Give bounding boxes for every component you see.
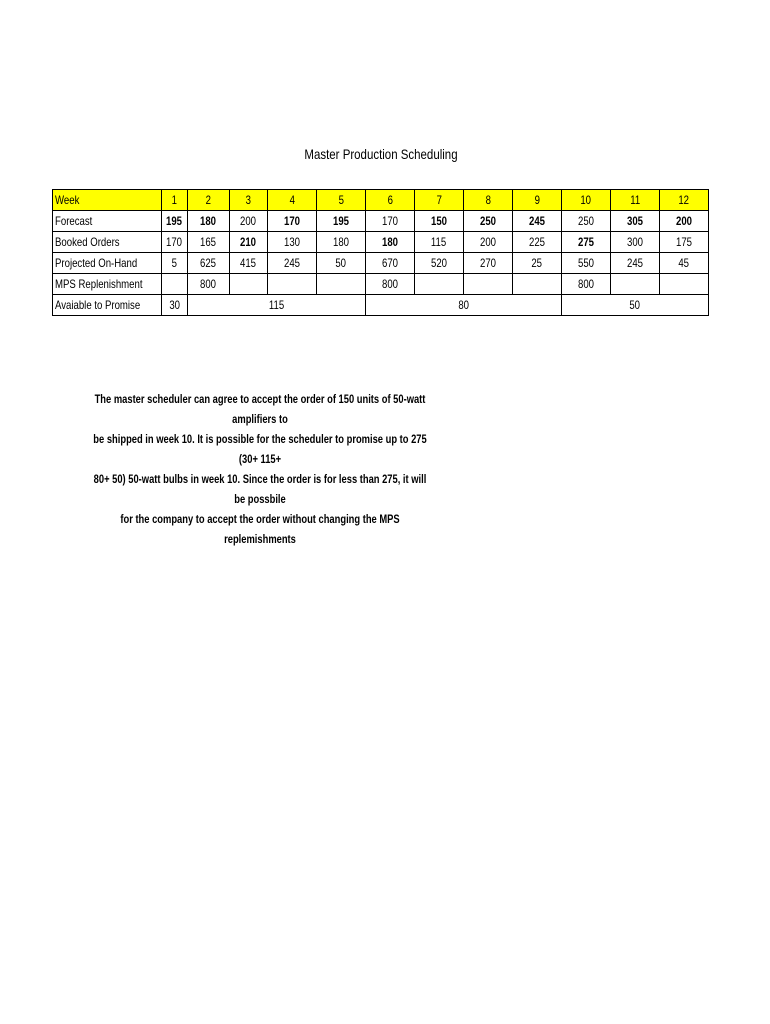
booked-cell: 300: [611, 232, 660, 253]
on-hand-cell: 520: [415, 253, 464, 274]
booked-cell: 165: [188, 232, 230, 253]
on-hand-cell: 550: [562, 253, 611, 274]
note-line: 80+ 50) 50-watt bulbs in week 10. Since the order is for less than 275, it will be possbile: [93, 472, 427, 506]
on-hand-cell: 45: [660, 253, 709, 274]
booked-cell: 115: [415, 232, 464, 253]
week-cell: 9: [513, 190, 562, 211]
on-hand-cell: 5: [162, 253, 188, 274]
week-row: [53, 190, 709, 211]
explanation-note: [88, 389, 431, 549]
booked-cell: 275: [562, 232, 611, 253]
week-cell: 5: [317, 190, 366, 211]
forecast-cell: 180: [188, 211, 230, 232]
atp-cell: 50: [562, 295, 709, 316]
atp-cell: 80: [366, 295, 562, 316]
week-cell: 10: [562, 190, 611, 211]
week-cell: 1: [162, 190, 188, 211]
on-hand-cell: 625: [188, 253, 230, 274]
on-hand-cell: 415: [230, 253, 268, 274]
row-label: MPS Replenishment: [53, 274, 162, 295]
mps-cell: 800: [366, 274, 415, 295]
mps-cell: [611, 274, 660, 295]
atp-cell: 30: [162, 295, 188, 316]
forecast-cell: 245: [513, 211, 562, 232]
mps-replenishment-row: [53, 274, 709, 295]
forecast-cell: 195: [162, 211, 188, 232]
booked-cell: 180: [317, 232, 366, 253]
note-line: be shipped in week 10. It is possible for the scheduler to promise up to 275 (30+ 115+: [93, 432, 427, 466]
week-cell: 11: [611, 190, 660, 211]
note-line: for the company to accept the order without changing the MPS replemishments: [120, 512, 400, 546]
mps-cell: [230, 274, 268, 295]
week-cell: 8: [464, 190, 513, 211]
available-to-promise-row: [53, 295, 709, 316]
row-label: Projected On-Hand: [53, 253, 162, 274]
booked-cell: 200: [464, 232, 513, 253]
forecast-cell: 150: [415, 211, 464, 232]
on-hand-cell: 670: [366, 253, 415, 274]
mps-cell: [660, 274, 709, 295]
booked-orders-row: [53, 232, 709, 253]
row-label: Booked Orders: [53, 232, 162, 253]
forecast-cell: 200: [230, 211, 268, 232]
mps-cell: [268, 274, 317, 295]
mps-table: [52, 189, 709, 316]
page-title: Master Production Scheduling: [304, 146, 458, 162]
week-cell: 2: [188, 190, 230, 211]
forecast-cell: 170: [268, 211, 317, 232]
atp-cell: 115: [188, 295, 366, 316]
forecast-row: [53, 211, 709, 232]
booked-cell: 130: [268, 232, 317, 253]
row-label: Avaiable to Promise: [53, 295, 162, 316]
forecast-cell: 170: [366, 211, 415, 232]
mps-cell: [415, 274, 464, 295]
projected-on-hand-row: [53, 253, 709, 274]
row-label: Week: [53, 190, 162, 211]
week-cell: 3: [230, 190, 268, 211]
forecast-cell: 195: [317, 211, 366, 232]
week-cell: 12: [660, 190, 709, 211]
on-hand-cell: 245: [268, 253, 317, 274]
mps-cell: [464, 274, 513, 295]
booked-cell: 180: [366, 232, 415, 253]
row-label: Forecast: [53, 211, 162, 232]
week-cell: 4: [268, 190, 317, 211]
booked-cell: 170: [162, 232, 188, 253]
forecast-cell: 305: [611, 211, 660, 232]
mps-cell: [317, 274, 366, 295]
on-hand-cell: 25: [513, 253, 562, 274]
booked-cell: 175: [660, 232, 709, 253]
note-line: The master scheduler can agree to accept the order of 150 units of 50-watt amplifiers to: [94, 392, 426, 426]
forecast-cell: 250: [562, 211, 611, 232]
week-cell: 7: [415, 190, 464, 211]
forecast-cell: 200: [660, 211, 709, 232]
booked-cell: 210: [230, 232, 268, 253]
mps-cell: 800: [562, 274, 611, 295]
week-cell: 6: [366, 190, 415, 211]
mps-cell: [162, 274, 188, 295]
on-hand-cell: 245: [611, 253, 660, 274]
on-hand-cell: 270: [464, 253, 513, 274]
mps-cell: [513, 274, 562, 295]
booked-cell: 225: [513, 232, 562, 253]
on-hand-cell: 50: [317, 253, 366, 274]
forecast-cell: 250: [464, 211, 513, 232]
mps-cell: 800: [188, 274, 230, 295]
